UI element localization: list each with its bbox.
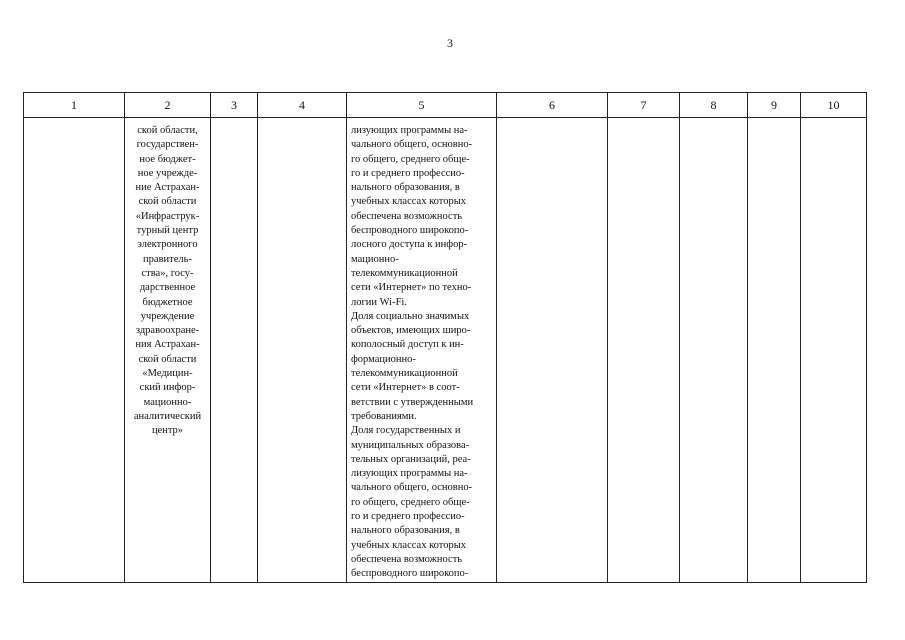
cell-col-10: [801, 118, 867, 583]
header-col-2: 2: [125, 93, 211, 118]
cell-col-9-text: [748, 118, 800, 124]
cell-col-10-text: [801, 118, 866, 124]
header-col-6: 6: [497, 93, 608, 118]
cell-col-3-text: [211, 118, 257, 124]
header-col-8: 8: [680, 93, 748, 118]
cell-col-1: [24, 118, 125, 583]
cell-col-8: [680, 118, 748, 583]
header-col-7: 7: [608, 93, 680, 118]
cell-col-3: [211, 118, 258, 583]
cell-col-2-text: ской области, государствен- ное бюджет- ное учрежде- ние Астрахан- ской области «Инфраструк- турный центр электронного правитель- ства», госу- дарственное бюджетное учреждение здравоохране- ния Астрахан- ской области «Медицин- ский инфор- мационно- аналитический центр»: [133, 125, 202, 437]
cell-col-9: [748, 118, 801, 583]
cell-col-1-text: [24, 118, 124, 124]
header-col-1: 1: [24, 93, 125, 118]
cell-col-5-text: лизующих программы на- чального общего, основно- го общего, среднего обще- го и среднего профессио- нального образования, в учебных классах которых обеспечена возможность беспроводного широкопо- лосного доступа к инфор- мационно- телекоммуникационной сети «Интернет» по техно- логии Wi-Fi. Доля социально значимых объектов, имеющих широ- кополосный доступ к ин- формационно- телекоммуникационной сети «Интернет» в соот- ветствии с утвержденными требованиями. Доля государственных и муниципальных образова- тельных организаций, реа- лизующих программы на- чального общего, основно- го общего, среднего обще- го и среднего профессио- нального образования, в учебных классах которых обеспечена возможность беспроводного широкопо-: [351, 125, 474, 580]
cell-col-4: [258, 118, 347, 583]
header-col-4: 4: [258, 93, 347, 118]
page-number: 3: [447, 36, 453, 50]
header-col-10: 10: [801, 93, 867, 118]
program-table: [23, 92, 867, 583]
header-col-3: 3: [211, 93, 258, 118]
cell-col-4-text: [258, 118, 346, 124]
header-row: [24, 93, 867, 118]
cell-col-6: [497, 118, 608, 583]
cell-col-6-text: [497, 118, 607, 124]
cell-col-7: [608, 118, 680, 583]
header-col-5: 5: [347, 93, 497, 118]
table-row: [24, 118, 867, 583]
cell-col-2: [125, 118, 211, 583]
cell-col-5: [347, 118, 497, 583]
header-col-9: 9: [748, 93, 801, 118]
cell-col-8-text: [680, 118, 747, 124]
cell-col-7-text: [608, 118, 679, 124]
